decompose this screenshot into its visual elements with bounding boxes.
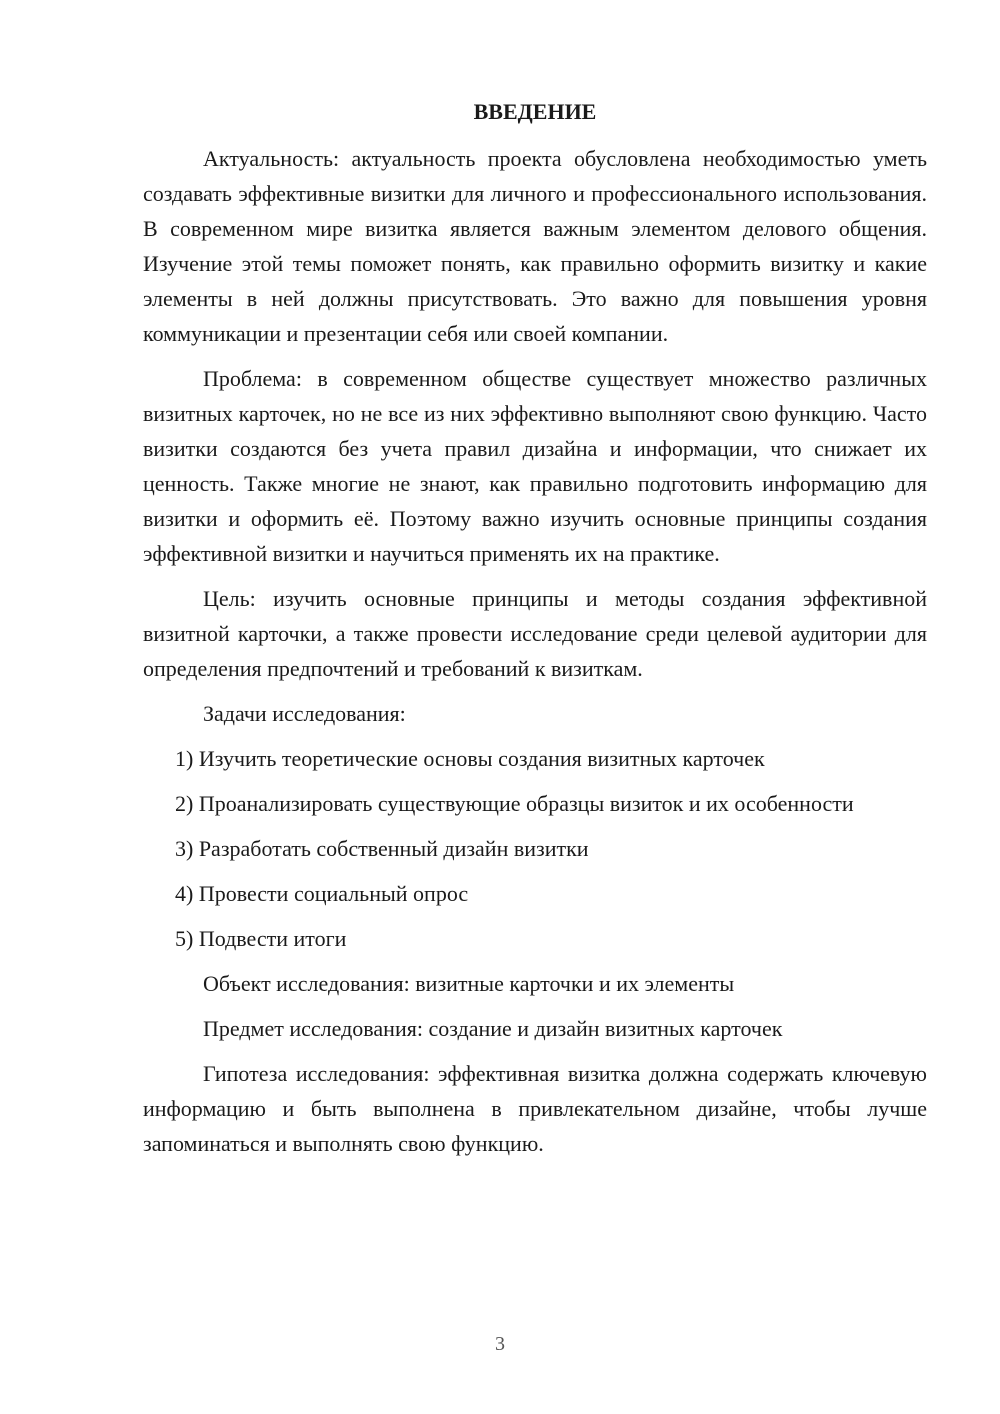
problem-paragraph: Проблема: в современном обществе существует множество различных визитных карточек, но не все из них эффективно выполняют свою функцию. Часто визитки создаются без учета правил дизайна и информации, что снижает их ценность. Также многие не знают, как правильно подготовить информацию для визитки и оформить её. Поэтому важно изучить основные принципы создания эффективной визитки и научиться применять их на практике. bbox=[143, 366, 927, 566]
task-item: 3) Разработать собственный дизайн визитки bbox=[175, 836, 589, 861]
research-hypothesis: Гипотеза исследования: эффективная визитка должна содержать ключевую информацию и быть выполнена в привлекательном дизайне, чтобы лучше запоминаться и выполнять свою функцию. bbox=[143, 1061, 927, 1156]
task-item: 4) Провести социальный опрос bbox=[175, 881, 469, 906]
relevance-paragraph: Актуальность: актуальность проекта обусловлена необходимостью уметь создавать эффективные визитки для личного и профессионального использования. В современном мире визитка является важным элементом делового общения. Изучение этой темы поможет понять, как правильно оформить визитку и какие элементы в ней должны присутствовать. Это важно для повышения уровня коммуникации и презентации себя или своей компании. bbox=[143, 146, 927, 346]
task-item: 2) Проанализировать существующие образцы визиток и их особенности bbox=[175, 791, 854, 816]
task-item: 1) Изучить теоретические основы создания визитных карточек bbox=[175, 746, 765, 771]
goal-paragraph: Цель: изучить основные принципы и методы создания эффективной визитной карточки, а также провести исследование среди целевой аудитории для определения предпочтений и требований к визиткам. bbox=[143, 586, 927, 681]
document-body bbox=[143, 94, 927, 1171]
page-title: ВВЕДЕНИЕ bbox=[473, 99, 597, 124]
page-number: 3 bbox=[495, 1333, 505, 1355]
research-object: Объект исследования: визитные карточки и их элементы bbox=[203, 971, 735, 996]
task-item: 5) Подвести итоги bbox=[175, 926, 347, 951]
tasks-heading: Задачи исследования: bbox=[203, 701, 406, 726]
research-subject: Предмет исследования: создание и дизайн визитных карточек bbox=[203, 1016, 783, 1041]
